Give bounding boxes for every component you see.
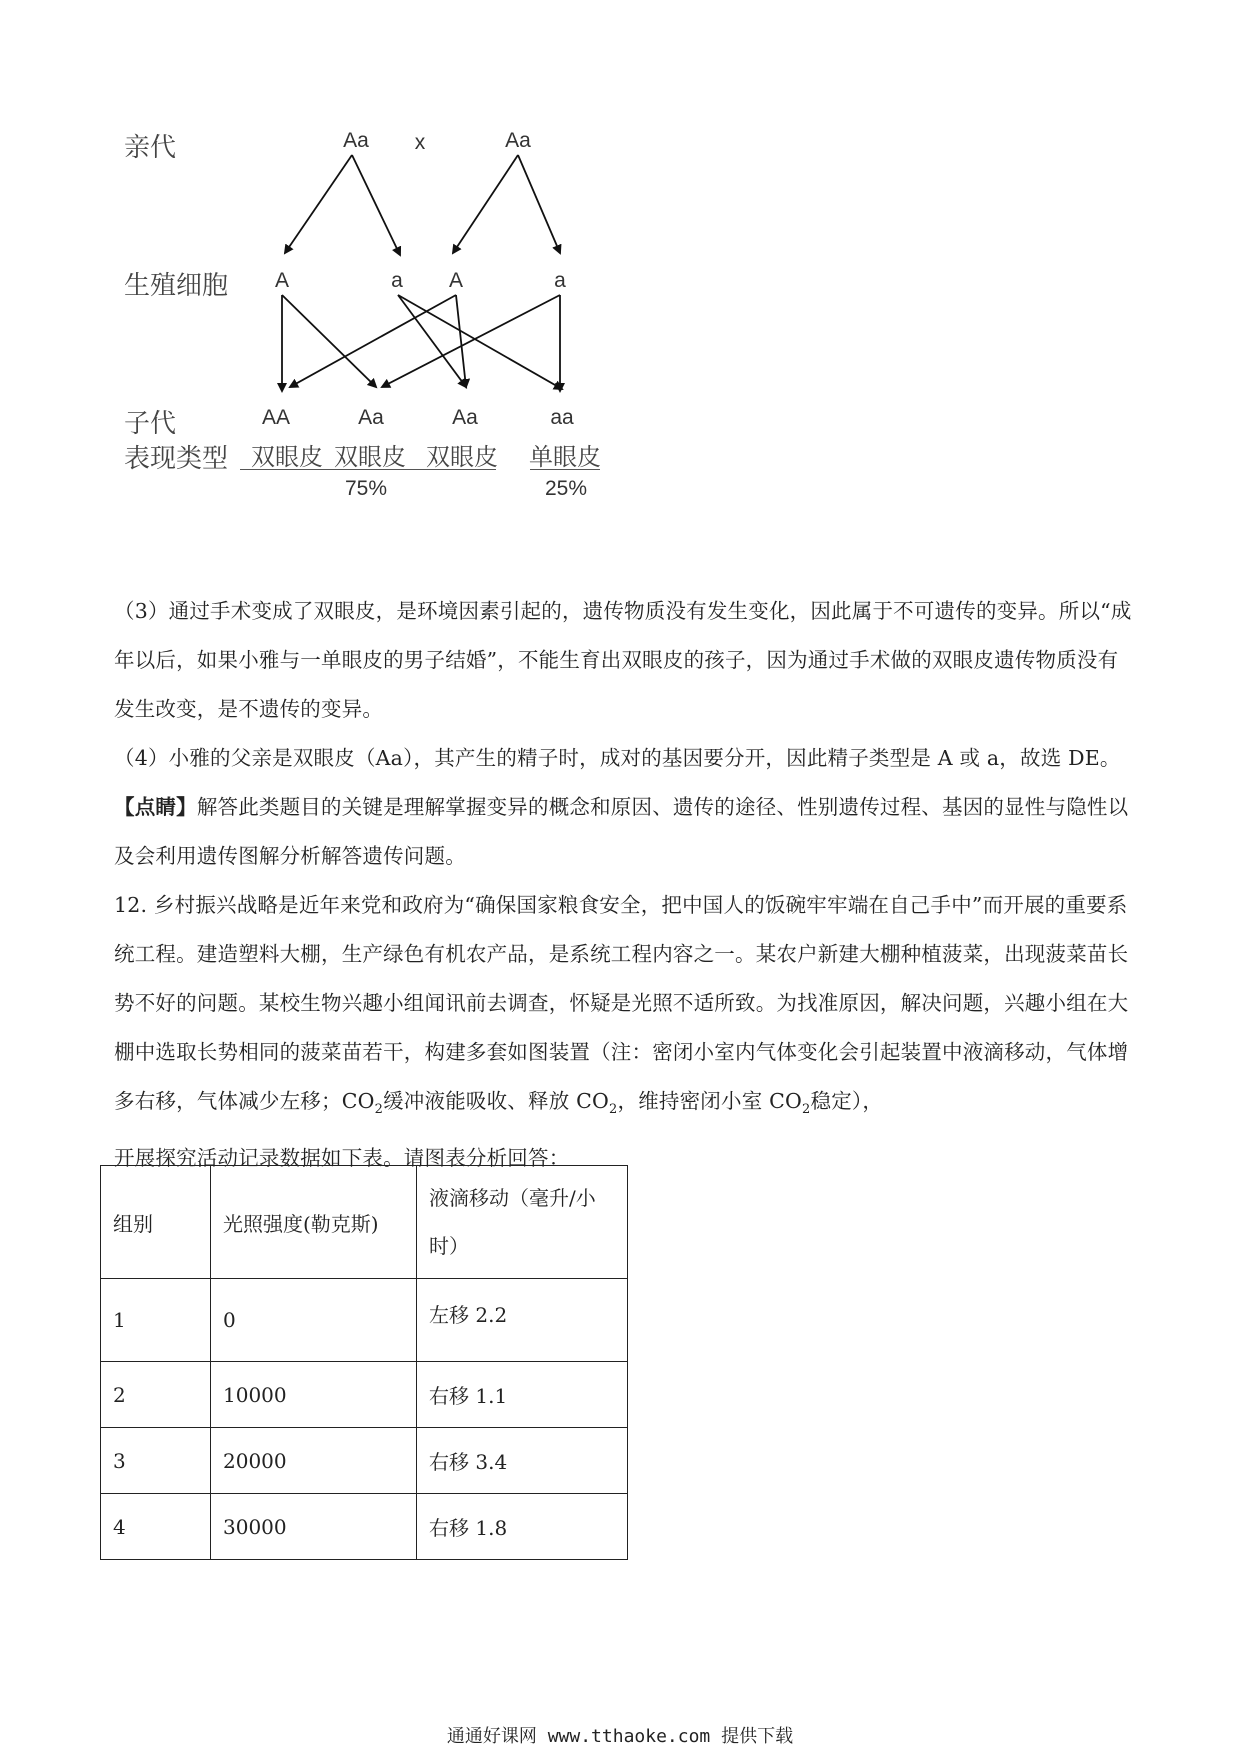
page-footer: 通通好课网 www.tthaoke.com 提供下载 (446, 1726, 794, 1747)
cell-group: 1 (101, 1279, 211, 1362)
co2-text: 稳定）， (810, 1089, 884, 1113)
phenotype: 双眼皮 (251, 443, 323, 471)
cell-light: 20000 (211, 1428, 417, 1494)
cell-light: 10000 (211, 1362, 417, 1428)
cell-light: 0 (211, 1279, 417, 1362)
table-header-row (101, 1166, 628, 1279)
subscript: 2 (609, 1102, 618, 1118)
answer-3-text: （3）通过手术变成了双眼皮，是环境因素引起的，遗传物质没有发生变化，因此属于不可遗传的变异。所以“成年以后，如果小雅与一单眼皮的男子结婚”，不能生育出双眼皮的孩子，因为通过手术做的双眼皮遗传物质没有发生改变，是不遗传的变异。 (114, 599, 1132, 721)
table-row (101, 1494, 628, 1560)
recessive-group-underline (530, 469, 600, 470)
label-gametes: 生殖细胞 (124, 271, 229, 301)
offspring-genotype: AA (261, 406, 291, 429)
co2-text: 缓冲液能吸收、释放 CO (383, 1089, 610, 1113)
question-12 (114, 881, 1134, 1183)
comment-tag: 【点睛】 (114, 795, 197, 819)
co2-text: CO (341, 1089, 375, 1113)
table-row (101, 1362, 628, 1428)
cell-movement: 右移 1.1 (417, 1362, 628, 1428)
label-phenotype: 表现类型 (124, 444, 229, 474)
arrow-p1-to-gA1 (285, 155, 352, 253)
gamete: A (274, 269, 290, 292)
gamete: a (391, 269, 403, 292)
question-12-text: 12. 乡村振兴战略是近年来党和政府为“确保国家粮食安全，把中国人的饭碗牢牢端在自己手中”而开展的重要系统工程。建造塑料大棚，生产绿色有机农产品，是系统工程内容之一。某农户新建大棚种植菠菜，出现菠菜苗长势不好的问题。某校生物兴趣小组闻讯前去调查，怀疑是光照不适所致。为找准原因，解决问题，兴趣小组在大棚中选取长势相同的菠菜苗若干，构建多套如图装置（注：密闭小室内气体变化会引起装置中液滴移动，气体增多右移，气体减少左移； (114, 893, 1129, 1113)
recessive-percentage: 25% (544, 477, 588, 500)
offspring-genotype: aa (550, 406, 574, 429)
offspring-genotype: Aa (452, 406, 478, 429)
arrow-gA2-to-Aa2 (456, 295, 466, 387)
gamete: a (554, 269, 566, 292)
answer-4-text: （4）小雅的父亲是双眼皮（Aa），其产生的精子时，成对的基因要分开，因此精子类型是 A 或 a，故选 DE。 (114, 746, 1121, 770)
table-row (101, 1279, 628, 1362)
parent-genotype: Aa (505, 129, 531, 152)
cell-group: 4 (101, 1494, 211, 1560)
header-group: 组别 (101, 1166, 211, 1279)
experiment-table (100, 1165, 628, 1560)
phenotype: 双眼皮 (334, 443, 406, 471)
arrow-p1-to-ga1 (352, 155, 400, 255)
cell-light: 30000 (211, 1494, 417, 1560)
cell-movement: 右移 1.8 (417, 1494, 628, 1560)
cell-group: 3 (101, 1428, 211, 1494)
header-light-intensity: 光照强度(勒克斯) (211, 1166, 417, 1279)
gamete: A (448, 269, 464, 292)
answer-part-3 (114, 587, 1134, 734)
question-12-prompt: 开展探究活动记录数据如下表。请图表分析回答： (114, 1146, 570, 1171)
phenotype: 单眼皮 (529, 443, 601, 471)
subscript: 2 (374, 1102, 384, 1118)
co2-text: ，维持密闭小室 CO (617, 1089, 803, 1113)
dominant-percentage: 75% (344, 477, 388, 500)
answer-part-4 (114, 734, 1134, 783)
cross-symbol: x (414, 131, 426, 154)
genetics-diagram (120, 125, 740, 575)
cell-group: 2 (101, 1362, 211, 1428)
cell-movement: 左移 2.2 (417, 1279, 628, 1362)
arrow-gA1-to-Aa1 (282, 295, 376, 387)
inheritance-arrows (120, 125, 740, 575)
header-droplet-movement: 液滴移动（毫升/小时） (417, 1166, 628, 1279)
label-offspring: 子代 (124, 409, 177, 439)
offspring-genotype: Aa (358, 406, 384, 429)
comment-text: 解答此类题目的关键是理解掌握变异的概念和原因、遗传的途径、性别遗传过程、基因的显性与隐性以及会利用遗传图解分析解答遗传问题。 (114, 795, 1129, 868)
comment-block (114, 783, 1134, 881)
dominant-group-underline (240, 469, 496, 470)
label-parents: 亲代 (124, 133, 177, 163)
arrow-p2-to-ga2 (518, 155, 560, 253)
arrow-ga1-to-aa (398, 295, 562, 389)
table-row (101, 1428, 628, 1494)
phenotype: 双眼皮 (426, 443, 498, 471)
arrow-p2-to-gA2 (453, 155, 518, 253)
cell-movement: 右移 3.4 (417, 1428, 628, 1494)
subscript: 2 (802, 1102, 811, 1118)
parent-genotype: Aa (343, 129, 369, 152)
